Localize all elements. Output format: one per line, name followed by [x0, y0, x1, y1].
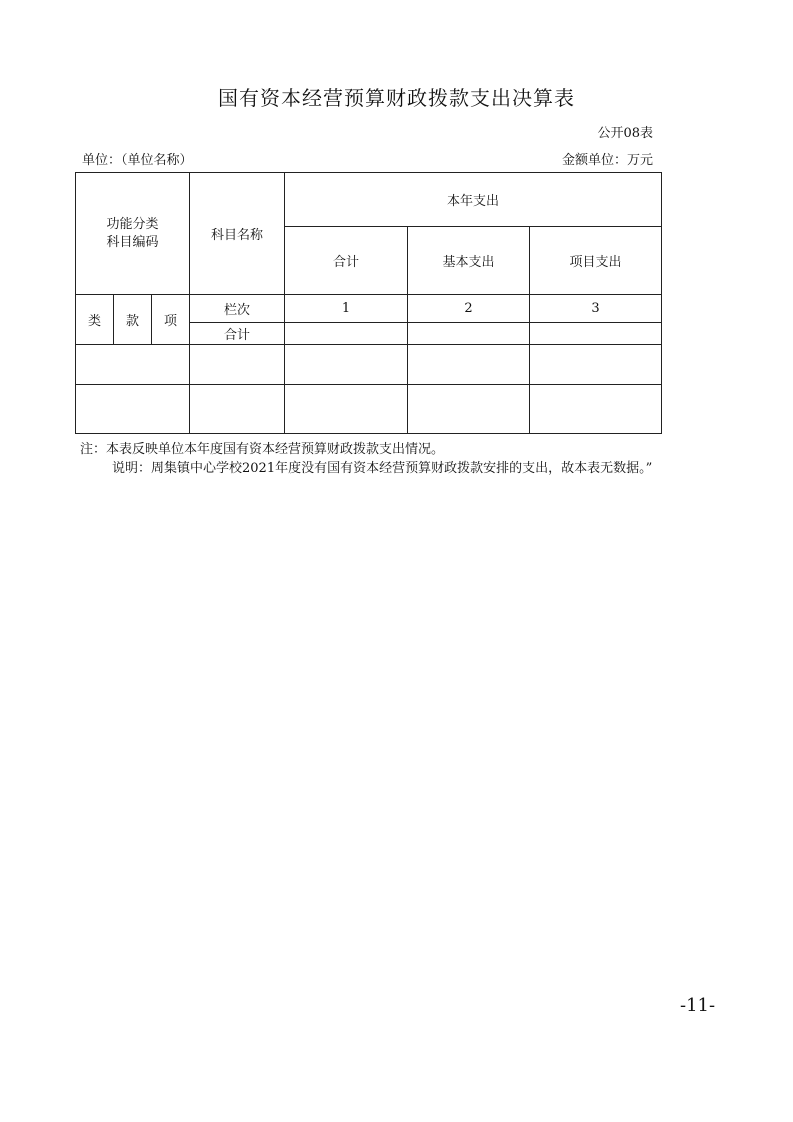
- function-code-line2: 科目编码: [106, 234, 159, 250]
- project-expenditure-header: 项目支出: [530, 227, 662, 295]
- form-number: 公开08表: [597, 126, 653, 141]
- table-cell: [285, 385, 408, 434]
- table-cell: [285, 345, 408, 385]
- subject-name-header: 科目名称: [190, 173, 285, 295]
- expenditure-table: [75, 172, 662, 434]
- table-cell: [408, 323, 530, 345]
- explanation-note: 说明：周集镇中心学校2021年度没有国有资本经营预算财政拨款安排的支出，故本表无数据。”: [112, 461, 653, 476]
- column-index-1: 1: [285, 295, 408, 323]
- table-cell: [530, 345, 662, 385]
- function-code-line1: 功能分类: [106, 216, 159, 232]
- table-cell: [408, 385, 530, 434]
- table-cell: [530, 385, 662, 434]
- total-row-label: 合计: [190, 323, 285, 345]
- total-header: 合计: [285, 227, 408, 295]
- xiang-header: 项: [152, 295, 190, 345]
- table-cell: [285, 323, 408, 345]
- unit-label: 单位：（单位名称）: [82, 153, 193, 168]
- table-note: 注：本表反映单位本年度国有资本经营预算财政拨款支出情况。: [80, 442, 445, 457]
- function-code-header: [76, 173, 190, 295]
- row-index-label: 栏次: [190, 295, 285, 323]
- lei-header: 类: [76, 295, 114, 345]
- column-index-2: 2: [408, 295, 530, 323]
- table-cell: [190, 385, 285, 434]
- page-title: 国有资本经营预算财政拨款支出决算表: [218, 86, 575, 110]
- table-cell: [76, 385, 190, 434]
- page-number: -11-: [680, 995, 716, 1016]
- table-cell: [76, 345, 190, 385]
- table-cell: [190, 345, 285, 385]
- table-cell: [408, 345, 530, 385]
- table-row: [76, 345, 662, 385]
- current-year-header: 本年支出: [285, 173, 662, 227]
- column-index-3: 3: [530, 295, 662, 323]
- amount-unit-label: 金额单位：万元: [561, 153, 653, 168]
- table-row: [76, 385, 662, 434]
- kuan-header: 款: [114, 295, 152, 345]
- table-cell: [530, 323, 662, 345]
- basic-expenditure-header: 基本支出: [408, 227, 530, 295]
